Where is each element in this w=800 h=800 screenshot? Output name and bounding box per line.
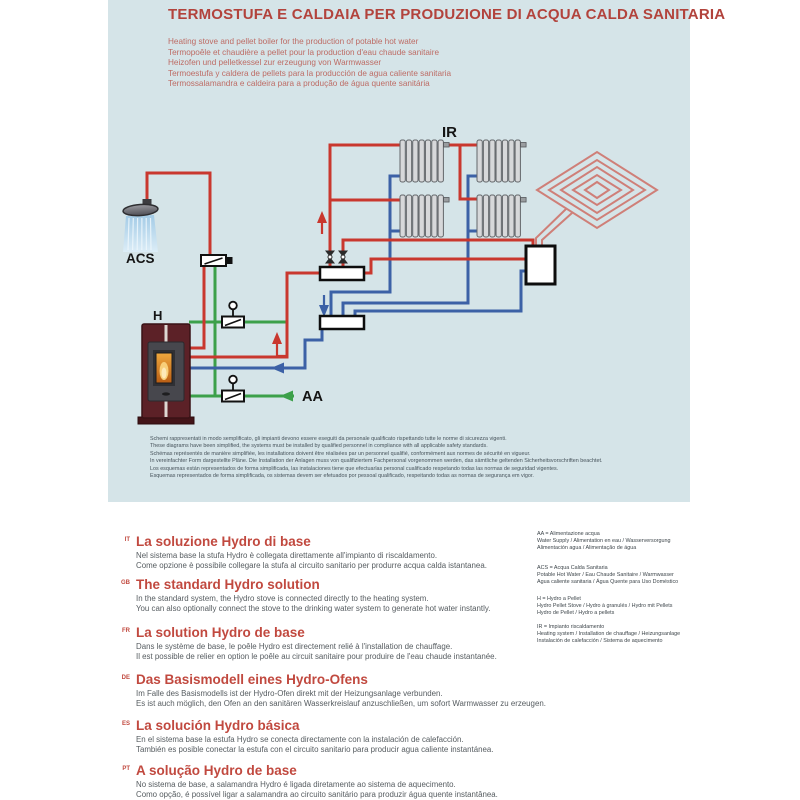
section-heading: La solution Hydro de base (136, 625, 305, 640)
stove-icon (138, 324, 194, 424)
water-flow-arrow (280, 391, 293, 402)
legend-line: ACS = Acqua Calda Sanitaria (537, 565, 608, 571)
subtitle-de: Heizofen und pelletkessel zur erzeugung von Warmwasser (168, 58, 382, 68)
radiator-icon (477, 140, 526, 182)
safety-valve-icon (222, 376, 244, 402)
lang-code: PT (122, 766, 130, 772)
legend-h (537, 596, 767, 617)
disclaimer-line: In vereinfachter Form dargestellte Pläne. Die Installation der Anlagen muss von qualifiziertem Fachpersonal vorgenommen werden, das sämtliche geltenden Sicherheitsvorschriften beachtet. (150, 458, 603, 465)
lang-code: ES (121, 721, 130, 727)
legend-acs (537, 565, 767, 586)
section-heading: A solução Hydro de base (136, 763, 297, 778)
section-line: In the standard system, the Hydro stove is connected directly to the heating system. (136, 593, 429, 603)
legend-line: Agua caliente sanitaria / Água Quente para Uso Doméstico (537, 579, 679, 585)
legend-line: Heating system / Installation de chauffage / Heizungsanlage (537, 631, 681, 637)
legend-line: IR = Impianto riscaldamento (537, 624, 605, 630)
safety-valve-icon (222, 302, 244, 328)
radiator-icon (400, 195, 449, 237)
radiator-icon (400, 140, 449, 182)
legend-line: Alimentación agua / Alimentação de água (537, 545, 637, 551)
lang-code: DE (121, 675, 130, 681)
section-line: En el sistema base la estufa Hydro se conecta directamente con la instalación de calefacción. (136, 734, 464, 744)
lang-code: FR (122, 628, 130, 634)
subtitle-pt: Termossalamandra e caldeira para a produção de água quente sanitária (168, 79, 430, 89)
disclaimer-line: These diagrams have been simplified, the systems must be installed by qualified personnel in compliance with all applicable safety standards. (150, 443, 488, 450)
label-h: H (153, 308, 163, 323)
section-heading: La solución Hydro básica (136, 718, 300, 733)
subtitle-es: Termoestufa y caldera de pellets para la producción de agua caliente sanitaria (168, 68, 452, 78)
section-line: You can also optionally connect the stove to the drinking water system to generate hot water instantly. (136, 603, 491, 613)
page-title: TERMOSTUFA E CALDAIA PER PRODUZIONE DI ACQUA CALDA SANITARIA (168, 6, 726, 23)
section-heading: The standard Hydro solution (136, 577, 320, 592)
diagram-disclaimer (150, 436, 685, 480)
floor-collector (526, 246, 555, 284)
section-line: Es ist auch möglich, den Ofen an den sanitären Wasserkreislauf anzuschließen, um sofort Warmwasser zu erzeugen. (136, 698, 546, 708)
legend-line: Hydro de Pellet / Hydro a pellets (537, 610, 615, 616)
section-line: Im Falle des Basismodells ist der Hydro-Ofen direkt mit der Heizungsanlage verbunden. (136, 688, 443, 698)
section-line: También es posible conectar la estufa con el circuito sanitario para producir agua caliente instantánea. (136, 744, 494, 754)
disclaimer-line: Esquemas representados de forma simplificada, os sistemas devem ser efetuados por pessoal qualificado, respeitando todas as normas de segurança em vigor. (150, 473, 534, 480)
mixing-valve-icon (201, 255, 233, 266)
legend-line: H = Hydro a Pellet (537, 596, 581, 602)
stove-up-arrow (272, 332, 282, 344)
label-ir: IR (442, 124, 457, 141)
disclaimer-line: Schémas représentés de manière simplifiée, les installations doivent être réalisées par un personnel qualifié, conformément aux normes de sécurité en vigueur. (150, 450, 531, 457)
return-manifold (320, 316, 364, 329)
label-aa: AA (302, 389, 323, 405)
supply-manifold (320, 267, 364, 280)
legend-line: Water Supply / Alimentation en eau / Wasserversorgung (537, 538, 671, 544)
legend-line: AA = Alimentazione acqua (537, 531, 600, 537)
label-acs: ACS (126, 251, 155, 266)
radiator-icon (477, 195, 526, 237)
riser-up-arrow (317, 211, 327, 223)
section-line: No sistema de base, a salamandra Hydro é ligada diretamente ao sistema de aquecimento. (136, 779, 456, 789)
legend-ir (537, 624, 767, 645)
subtitle-fr: Termopoêle et chaudière a pellet pour la production d'eau chaude sanitaire (168, 47, 440, 57)
legend-line: Potable Hot Water / Eau Chaude Sanitaire / Warmwasser (537, 572, 674, 578)
disclaimer-line: Los esquemas están representados de forma simplificada, las instalaciones tiene que efectuarlas personal cualificado respetando todas las normas de seguridad vigentes. (150, 465, 559, 472)
section-line: Il est possible de relier en option le poêle au circuit sanitaire pour produire de l'eau chaude instantanée. (136, 651, 497, 661)
subtitle-en: Heating stove and pellet boiler for the production of potable hot water (168, 37, 419, 46)
lang-code: IT (124, 537, 130, 543)
section-heading: Das Basismodell eines Hydro-Ofens (136, 672, 368, 687)
section-line: Como opção, é possível ligar a salamandra ao circuito sanitário para produzir água quente instantânea. (136, 789, 498, 799)
disclaimer-line: Schemi rappresentati in modo semplificato, gli impianti devono essere eseguiti da personale qualificato rispettando tutte le norme di sicurezza vigenti. (150, 436, 507, 442)
lang-code: GB (121, 580, 130, 586)
section-heading: La soluzione Hydro di base (136, 534, 311, 549)
section-line: Dans le système de base, le poêle Hydro est directement relié à l'installation de chauffage. (136, 641, 453, 651)
shower-icon (123, 199, 159, 252)
legend-aa (537, 531, 767, 552)
section-line: Come opzione è possibile collegare la stufa al circuito sanitario per produrre acqua calda istantanea. (136, 560, 487, 570)
floor-coil-icon (536, 152, 657, 246)
manifold-valve-icon (325, 251, 348, 264)
legend-line: Instalación de calefacción / Sistema de aquecimento (537, 638, 663, 644)
section-line: Nel sistema base la stufa Hydro è collegata direttamente all'impianto di riscaldamento. (136, 550, 438, 560)
return-flow-arrow (271, 363, 284, 374)
legend-line: Hydro Pellet Stove / Hydro à granulés / Hydro mit Pellets (537, 603, 673, 609)
